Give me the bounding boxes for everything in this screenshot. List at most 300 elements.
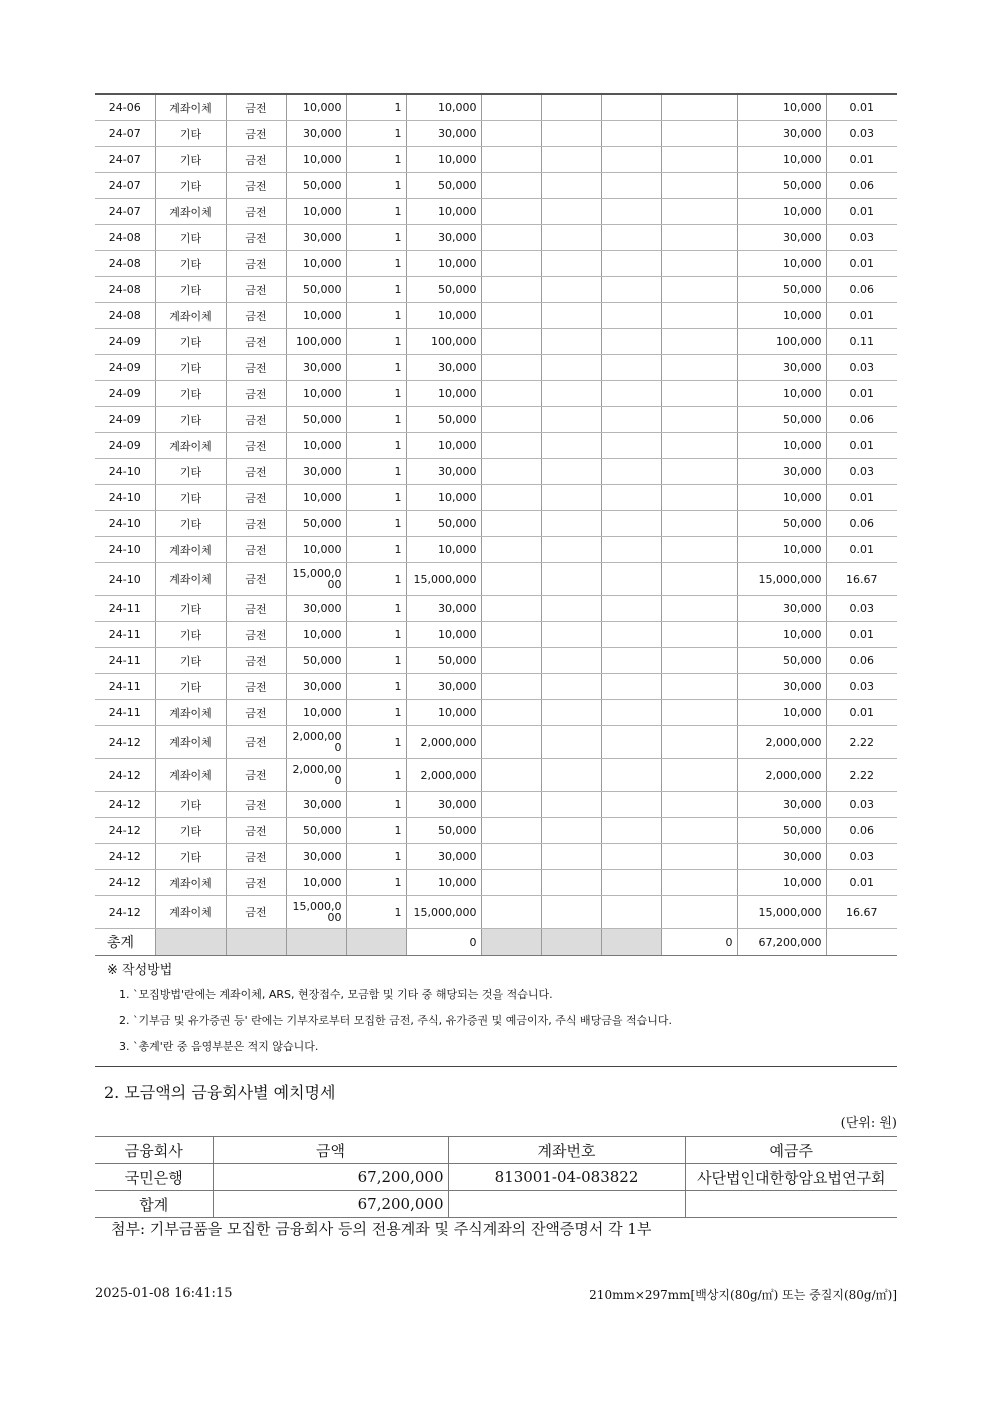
ratio-cell: 0.01 [826, 433, 897, 459]
deposit-amount: 67,200,000 [213, 1164, 448, 1191]
method-cell: 계좌이체 [155, 199, 226, 225]
money-cell: 50,000 [406, 277, 481, 303]
ratio-cell: 0.03 [826, 225, 897, 251]
unit-amount-cell: 10,000 [286, 147, 346, 173]
count-cell: 1 [346, 870, 406, 896]
money-cell: 10,000 [406, 199, 481, 225]
table-row [95, 563, 897, 596]
type-cell: 금전 [226, 121, 286, 147]
empty-cell [541, 329, 601, 355]
empty-cell [481, 511, 541, 537]
money-cell: 10,000 [406, 870, 481, 896]
type-cell: 금전 [226, 485, 286, 511]
month-cell: 24-11 [95, 596, 155, 622]
type-cell: 금전 [226, 225, 286, 251]
table-row [95, 433, 897, 459]
money-cell: 10,000 [406, 303, 481, 329]
empty-cell [541, 792, 601, 818]
empty-cell [601, 759, 661, 792]
empty-cell [541, 199, 601, 225]
empty-cell [661, 700, 737, 726]
month-cell: 24-07 [95, 121, 155, 147]
empty-cell [601, 596, 661, 622]
empty-cell [481, 225, 541, 251]
empty-cell [481, 759, 541, 792]
method-cell: 기타 [155, 844, 226, 870]
empty-cell [601, 94, 661, 121]
unit-amount-cell: 10,000 [286, 381, 346, 407]
total-cell: 15,000,000 [737, 896, 826, 929]
method-cell: 계좌이체 [155, 563, 226, 596]
type-cell: 금전 [226, 511, 286, 537]
empty-cell [661, 329, 737, 355]
money-cell: 30,000 [406, 596, 481, 622]
ratio-cell: 2.22 [826, 759, 897, 792]
ratio-cell: 0.03 [826, 844, 897, 870]
unit-amount-cell: 15,000,000 [286, 563, 346, 596]
empty-cell [481, 792, 541, 818]
empty-cell [541, 622, 601, 648]
unit-amount-cell: 10,000 [286, 433, 346, 459]
type-cell: 금전 [226, 147, 286, 173]
table-row [95, 896, 897, 929]
unit-amount-cell: 10,000 [286, 251, 346, 277]
ratio-cell: 0.01 [826, 94, 897, 121]
table-row [95, 596, 897, 622]
empty-cell [661, 303, 737, 329]
unit-amount-cell: 30,000 [286, 844, 346, 870]
method-cell: 기타 [155, 173, 226, 199]
unit-amount-cell: 10,000 [286, 700, 346, 726]
month-cell: 24-12 [95, 896, 155, 929]
count-cell: 1 [346, 700, 406, 726]
empty-cell [448, 1191, 685, 1218]
empty-cell [661, 674, 737, 700]
method-cell: 계좌이체 [155, 700, 226, 726]
header-amount: 금액 [213, 1137, 448, 1164]
type-cell: 금전 [226, 792, 286, 818]
table-row [95, 121, 897, 147]
empty-cell [541, 537, 601, 563]
empty-cell [601, 674, 661, 700]
count-cell: 1 [346, 792, 406, 818]
count-cell: 1 [346, 459, 406, 485]
empty-cell [685, 1191, 897, 1218]
total-cell: 2,000,000 [737, 759, 826, 792]
ratio-cell: 0.01 [826, 700, 897, 726]
section-title: 2. 모금액의 금융회사별 예치명세 [104, 1083, 336, 1102]
money-cell: 30,000 [406, 674, 481, 700]
empty-cell [601, 381, 661, 407]
empty-cell [601, 433, 661, 459]
empty-cell [601, 844, 661, 870]
empty-cell [601, 147, 661, 173]
money-cell: 30,000 [406, 225, 481, 251]
unit-amount-cell: 2,000,000 [286, 759, 346, 792]
table-row [95, 700, 897, 726]
unit-amount-cell: 10,000 [286, 537, 346, 563]
money-cell: 30,000 [406, 792, 481, 818]
ratio-cell: 16.67 [826, 563, 897, 596]
ratio-cell: 0.01 [826, 303, 897, 329]
count-cell: 1 [346, 251, 406, 277]
unit-amount-cell: 50,000 [286, 648, 346, 674]
empty-cell [661, 537, 737, 563]
table-row [95, 381, 897, 407]
total-cell: 30,000 [737, 459, 826, 485]
unit-amount-cell: 10,000 [286, 622, 346, 648]
total-cell: 50,000 [737, 173, 826, 199]
money-cell: 10,000 [406, 381, 481, 407]
type-cell: 금전 [226, 251, 286, 277]
empty-cell [601, 407, 661, 433]
header-holder: 예금주 [685, 1137, 897, 1164]
count-cell: 1 [346, 896, 406, 929]
unit-amount-cell: 2,000,000 [286, 726, 346, 759]
empty-cell [661, 485, 737, 511]
type-cell: 금전 [226, 407, 286, 433]
count-cell: 1 [346, 759, 406, 792]
type-cell: 금전 [226, 648, 286, 674]
total-cell: 50,000 [737, 511, 826, 537]
money-cell: 2,000,000 [406, 759, 481, 792]
method-cell: 기타 [155, 225, 226, 251]
empty-cell [661, 759, 737, 792]
table-row [95, 199, 897, 225]
empty-cell [541, 596, 601, 622]
ratio-cell: 0.03 [826, 596, 897, 622]
table-row [95, 303, 897, 329]
empty-cell [661, 433, 737, 459]
table-header-row [95, 1137, 897, 1164]
donation-ledger-table [95, 93, 897, 956]
total-cell: 30,000 [737, 225, 826, 251]
money-cell: 50,000 [406, 173, 481, 199]
empty-cell [661, 511, 737, 537]
total-cell: 10,000 [737, 537, 826, 563]
month-cell: 24-06 [95, 94, 155, 121]
empty-cell [541, 870, 601, 896]
money-cell: 30,000 [406, 844, 481, 870]
month-cell: 24-10 [95, 563, 155, 596]
shaded-cell [481, 929, 541, 956]
empty-cell [661, 818, 737, 844]
method-cell: 기타 [155, 485, 226, 511]
total-cell: 15,000,000 [737, 563, 826, 596]
table-row [95, 1164, 897, 1191]
count-cell: 1 [346, 622, 406, 648]
method-cell: 기타 [155, 277, 226, 303]
ratio-cell: 0.01 [826, 537, 897, 563]
month-cell: 24-11 [95, 674, 155, 700]
empty-cell [541, 700, 601, 726]
type-cell: 금전 [226, 674, 286, 700]
note-item: 3. `총계'란 중 음영부분은 적지 않습니다. [119, 1040, 319, 1053]
type-cell: 금전 [226, 433, 286, 459]
money-cell: 50,000 [406, 648, 481, 674]
table-row [95, 225, 897, 251]
table-row [95, 355, 897, 381]
total-cell: 10,000 [737, 147, 826, 173]
count-cell: 1 [346, 511, 406, 537]
ratio-cell: 0.01 [826, 199, 897, 225]
unit-amount-cell: 30,000 [286, 225, 346, 251]
empty-cell [601, 792, 661, 818]
method-cell: 계좌이체 [155, 759, 226, 792]
empty-cell [661, 355, 737, 381]
total-cell: 30,000 [737, 844, 826, 870]
bank-name: 국민은행 [95, 1164, 213, 1191]
method-cell: 계좌이체 [155, 726, 226, 759]
month-cell: 24-07 [95, 147, 155, 173]
count-cell: 1 [346, 329, 406, 355]
unit-amount-cell: 50,000 [286, 173, 346, 199]
money-cell: 10,000 [406, 622, 481, 648]
unit-amount-cell: 30,000 [286, 121, 346, 147]
unit-amount-cell: 15,000,000 [286, 896, 346, 929]
total-label: 총계 [95, 929, 155, 956]
type-cell: 금전 [226, 355, 286, 381]
empty-cell [601, 622, 661, 648]
empty-cell [601, 121, 661, 147]
table-row [95, 173, 897, 199]
empty-cell [601, 459, 661, 485]
type-cell: 금전 [226, 870, 286, 896]
ratio-cell: 0.03 [826, 674, 897, 700]
method-cell: 계좌이체 [155, 433, 226, 459]
empty-cell [601, 173, 661, 199]
method-cell: 기타 [155, 792, 226, 818]
empty-cell [661, 199, 737, 225]
table-row [95, 818, 897, 844]
shaded-cell [541, 929, 601, 956]
unit-amount-cell: 30,000 [286, 355, 346, 381]
money-cell: 15,000,000 [406, 563, 481, 596]
total-cell: 10,000 [737, 622, 826, 648]
month-cell: 24-07 [95, 199, 155, 225]
count-cell: 1 [346, 818, 406, 844]
count-cell: 1 [346, 173, 406, 199]
account-holder: 사단법인대한항암요법연구회 [685, 1164, 897, 1191]
method-cell: 기타 [155, 407, 226, 433]
attachment-note: 첨부: 기부금품을 모집한 금융회사 등의 전용계좌 및 주식계좌의 잔액증명서 각 1부 [111, 1220, 652, 1238]
empty-cell [481, 381, 541, 407]
print-timestamp: 2025-01-08 16:41:15 [95, 1286, 233, 1301]
shaded-cell [226, 929, 286, 956]
paper-spec: 210mm×297mm[백상지(80g/㎡) 또는 중질지(80g/㎡)] [589, 1288, 897, 1302]
empty-cell [601, 818, 661, 844]
unit-label: (단위: 원) [840, 1116, 897, 1131]
empty-cell [481, 622, 541, 648]
count-cell: 1 [346, 433, 406, 459]
empty-cell [481, 596, 541, 622]
total-cell: 10,000 [737, 485, 826, 511]
note-item: 1. `모집방법'란에는 계좌이체, ARS, 현장접수, 모금함 및 기타 중 해당되는 것을 적습니다. [119, 988, 553, 1001]
method-cell: 기타 [155, 818, 226, 844]
empty-cell [481, 147, 541, 173]
month-cell: 24-09 [95, 355, 155, 381]
empty-cell [481, 563, 541, 596]
count-cell: 1 [346, 537, 406, 563]
month-cell: 24-07 [95, 173, 155, 199]
sum-row [95, 1191, 897, 1218]
total-cell: 50,000 [737, 277, 826, 303]
total-cell: 10,000 [737, 251, 826, 277]
month-cell: 24-08 [95, 225, 155, 251]
empty-cell [601, 537, 661, 563]
type-cell: 금전 [226, 563, 286, 596]
type-cell: 금전 [226, 726, 286, 759]
empty-cell [481, 355, 541, 381]
empty-cell [661, 896, 737, 929]
empty-cell [601, 700, 661, 726]
empty-cell [661, 147, 737, 173]
method-cell: 기타 [155, 121, 226, 147]
empty-cell [541, 225, 601, 251]
money-cell: 10,000 [406, 433, 481, 459]
money-cell: 100,000 [406, 329, 481, 355]
ledger-body [95, 94, 897, 956]
count-cell: 1 [346, 199, 406, 225]
count-cell: 1 [346, 596, 406, 622]
empty-cell [661, 251, 737, 277]
month-cell: 24-12 [95, 759, 155, 792]
month-cell: 24-09 [95, 381, 155, 407]
notes-heading: ※ 작성방법 [107, 963, 173, 978]
type-cell: 금전 [226, 277, 286, 303]
method-cell: 기타 [155, 355, 226, 381]
empty-cell [481, 648, 541, 674]
money-cell: 10,000 [406, 251, 481, 277]
empty-cell [661, 622, 737, 648]
empty-cell [541, 485, 601, 511]
empty-cell [541, 433, 601, 459]
empty-cell [541, 563, 601, 596]
empty-cell [601, 648, 661, 674]
type-cell: 금전 [226, 759, 286, 792]
empty-cell [481, 700, 541, 726]
method-cell: 기타 [155, 381, 226, 407]
money-cell: 30,000 [406, 355, 481, 381]
count-cell: 1 [346, 563, 406, 596]
empty-cell [481, 818, 541, 844]
month-cell: 24-11 [95, 648, 155, 674]
month-cell: 24-12 [95, 726, 155, 759]
total-cell: 30,000 [737, 596, 826, 622]
month-cell: 24-09 [95, 407, 155, 433]
shaded-cell [346, 929, 406, 956]
type-cell: 금전 [226, 700, 286, 726]
table-row [95, 759, 897, 792]
unit-amount-cell: 100,000 [286, 329, 346, 355]
shaded-cell [155, 929, 226, 956]
month-cell: 24-12 [95, 870, 155, 896]
month-cell: 24-10 [95, 511, 155, 537]
total-cell: 30,000 [737, 674, 826, 700]
type-cell: 금전 [226, 537, 286, 563]
empty-cell [661, 94, 737, 121]
empty-cell [601, 563, 661, 596]
count-cell: 1 [346, 355, 406, 381]
ratio-cell: 0.11 [826, 329, 897, 355]
empty-cell [481, 726, 541, 759]
method-cell: 기타 [155, 511, 226, 537]
bank-deposit-table [95, 1136, 897, 1218]
count-cell: 1 [346, 277, 406, 303]
empty-cell [601, 199, 661, 225]
total-cell: 10,000 [737, 199, 826, 225]
month-cell: 24-11 [95, 622, 155, 648]
month-cell: 24-09 [95, 433, 155, 459]
empty-cell [601, 251, 661, 277]
total-cell: 10,000 [737, 94, 826, 121]
unit-amount-cell: 10,000 [286, 94, 346, 121]
count-cell: 1 [346, 303, 406, 329]
table-row [95, 94, 897, 121]
table-row [95, 459, 897, 485]
type-cell: 금전 [226, 381, 286, 407]
empty-cell [541, 844, 601, 870]
empty-cell [481, 485, 541, 511]
total-cell: 50,000 [737, 407, 826, 433]
empty-cell [661, 459, 737, 485]
unit-amount-cell: 30,000 [286, 792, 346, 818]
unit-amount-cell: 10,000 [286, 199, 346, 225]
count-cell: 1 [346, 381, 406, 407]
count-cell: 1 [346, 121, 406, 147]
method-cell: 계좌이체 [155, 303, 226, 329]
empty-cell [481, 251, 541, 277]
empty-cell [541, 459, 601, 485]
month-cell: 24-10 [95, 485, 155, 511]
empty-cell [541, 303, 601, 329]
ratio-cell: 0.06 [826, 818, 897, 844]
table-row [95, 277, 897, 303]
empty-cell [541, 173, 601, 199]
empty-cell [601, 870, 661, 896]
money-cell: 2,000,000 [406, 726, 481, 759]
empty-cell [481, 199, 541, 225]
table-row [95, 870, 897, 896]
table-row [95, 407, 897, 433]
empty-cell [481, 896, 541, 929]
money-cell: 10,000 [406, 147, 481, 173]
empty-cell [541, 251, 601, 277]
empty-cell [826, 929, 897, 956]
type-cell: 금전 [226, 896, 286, 929]
ratio-cell: 0.01 [826, 147, 897, 173]
table-row [95, 251, 897, 277]
table-row [95, 844, 897, 870]
empty-cell [541, 147, 601, 173]
empty-cell [541, 759, 601, 792]
empty-cell [481, 674, 541, 700]
empty-cell [541, 381, 601, 407]
empty-cell [541, 121, 601, 147]
empty-cell [661, 870, 737, 896]
table-row [95, 511, 897, 537]
ratio-cell: 0.03 [826, 792, 897, 818]
type-cell: 금전 [226, 199, 286, 225]
empty-cell [541, 648, 601, 674]
type-cell: 금전 [226, 844, 286, 870]
month-cell: 24-09 [95, 329, 155, 355]
table-row [95, 674, 897, 700]
account-number: 813001-04-083822 [448, 1164, 685, 1191]
unit-amount-cell: 10,000 [286, 870, 346, 896]
table-row [95, 726, 897, 759]
table-row [95, 329, 897, 355]
